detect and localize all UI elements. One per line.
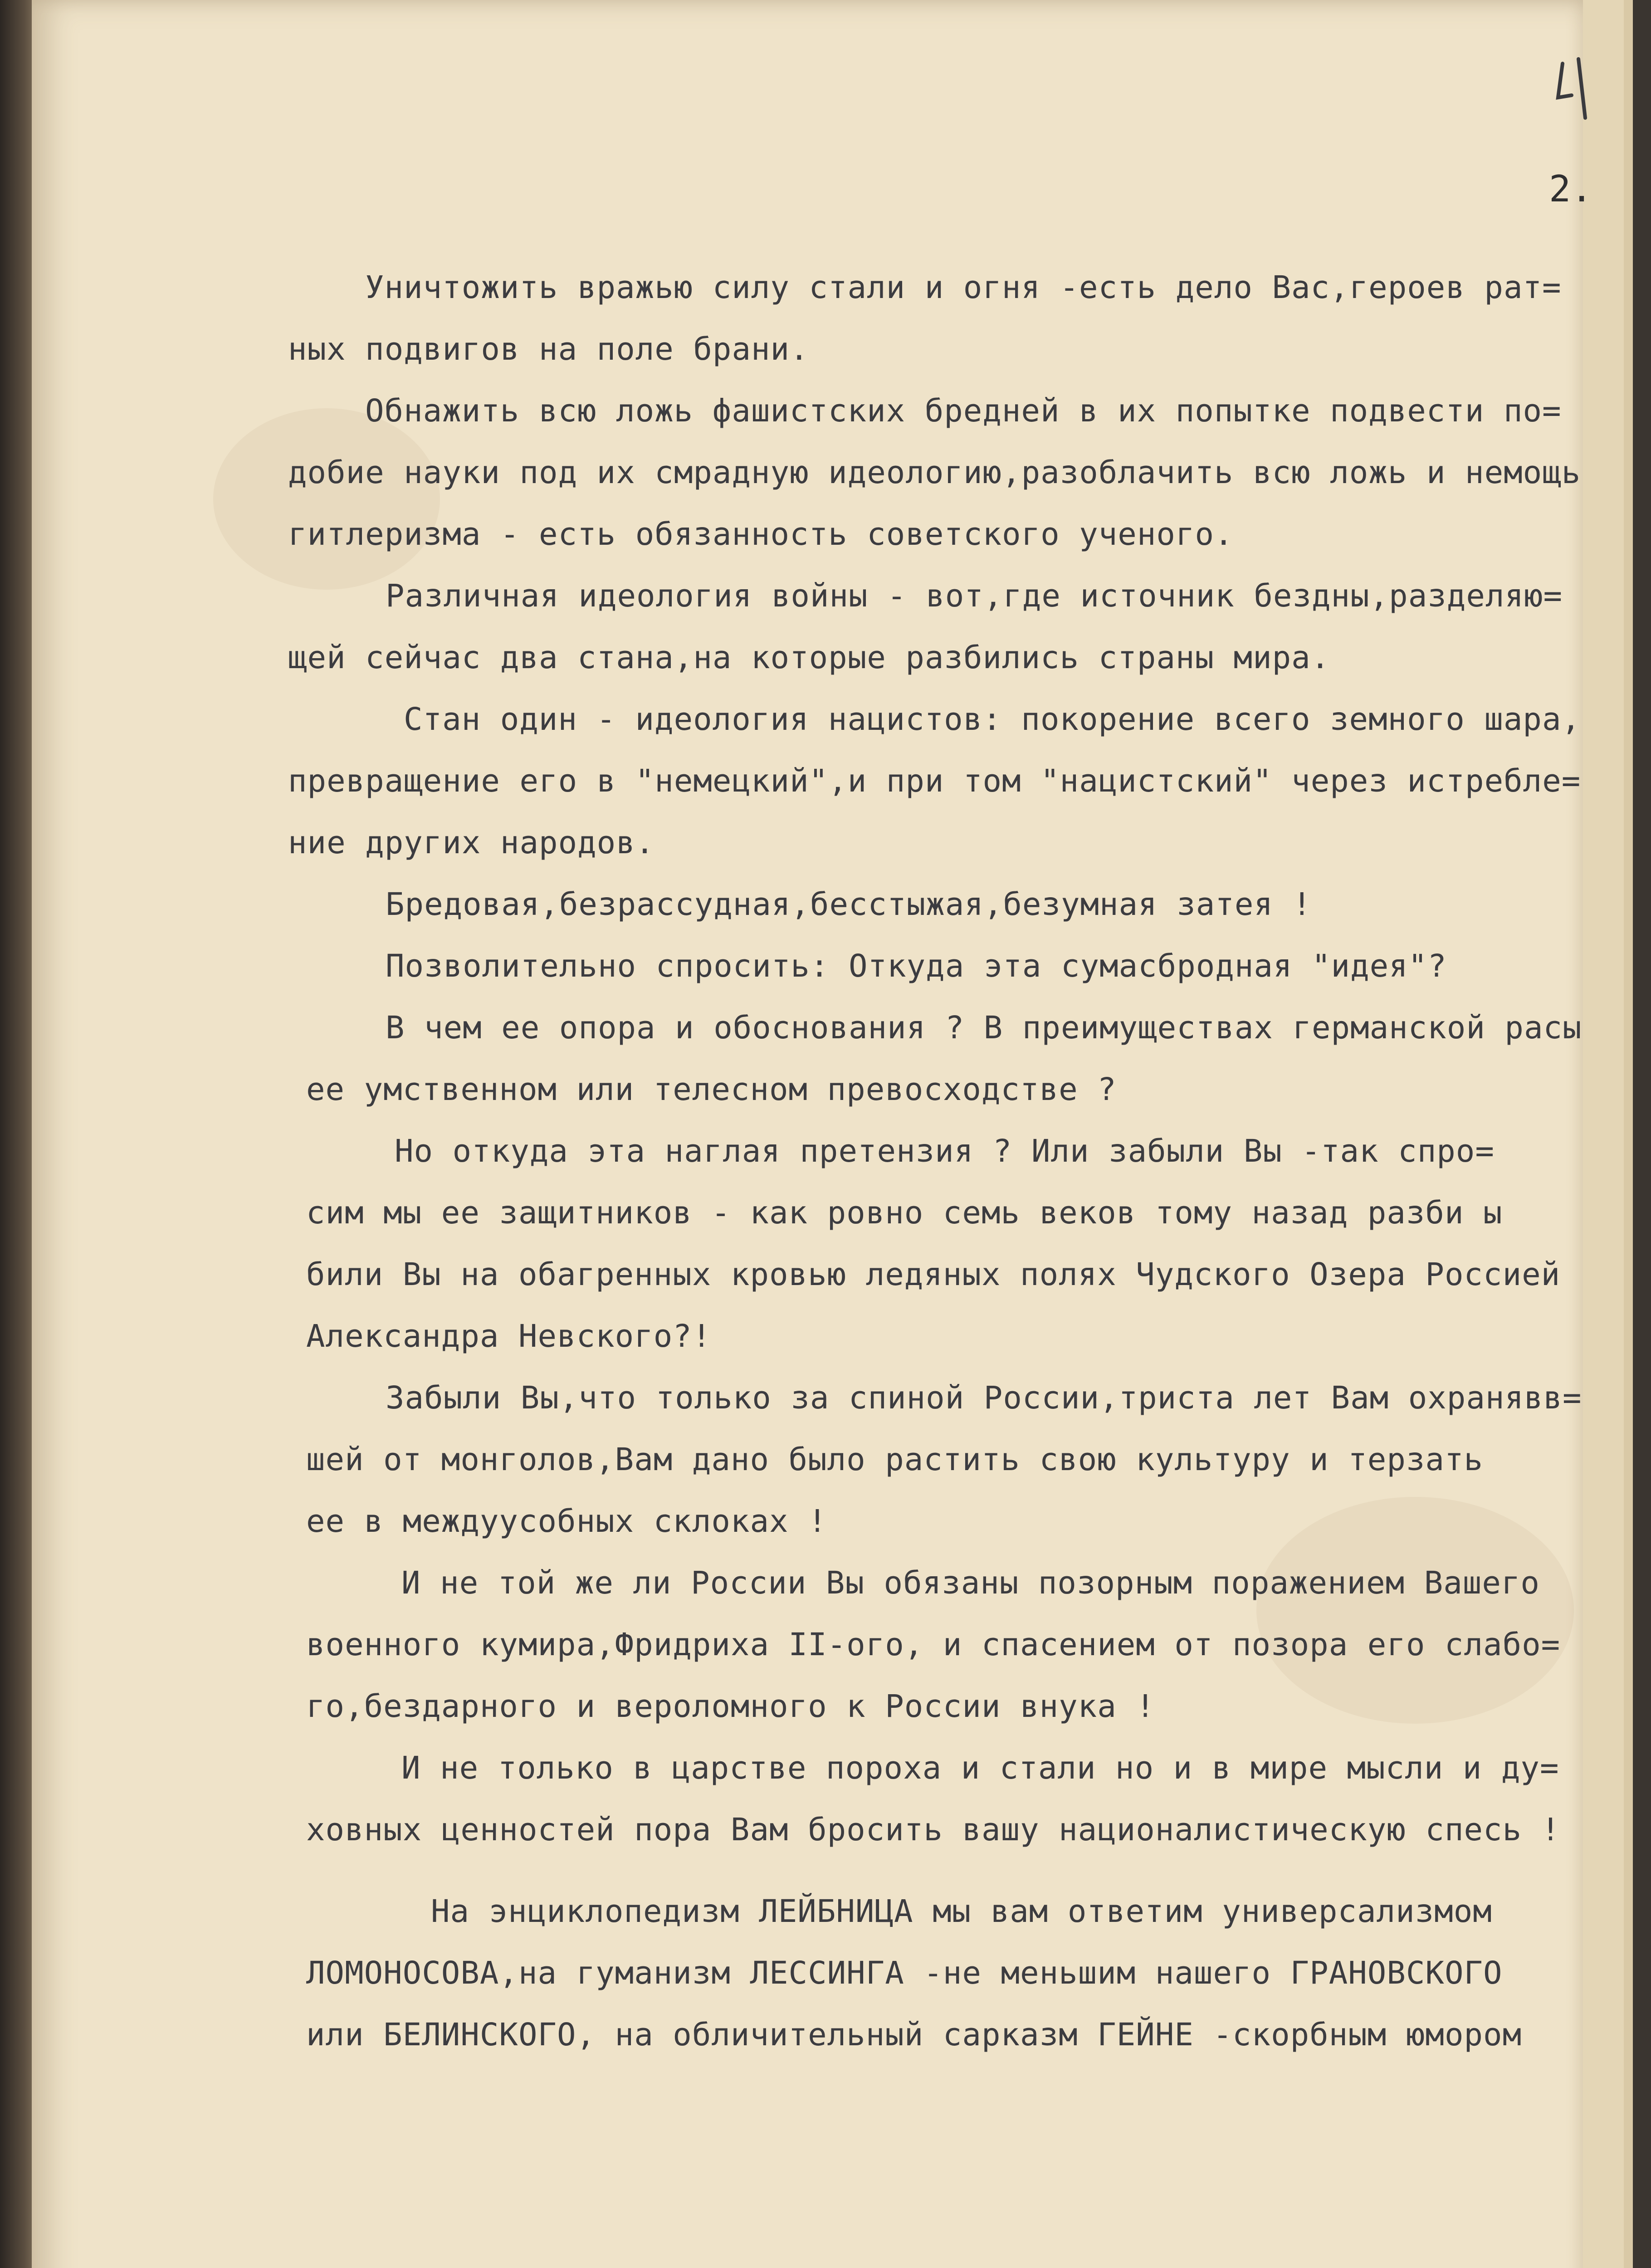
typewritten-page [32,0,1593,2268]
text-line: И не только в царстве пороха и стали но и в мире мысли и ду= [401,1750,1559,1786]
text-line: шей от монголов,Вам дано было растить свою культуру и терзать [306,1442,1484,1478]
text-line: Позволительно спросить: Откуда эта сумасбродная "идея"? [386,948,1447,984]
text-line: добие науки под их смрадную идеологию,разоблачить всю ложь и немощь [288,455,1581,491]
text-line: щей сейчас два стана,на которые разбились страны мира. [288,640,1330,676]
text-line: Александра Невского?! [306,1318,712,1354]
text-line: ее умственном или телесном превосходстве ? [306,1071,1117,1108]
text-line: Но откуда эта наглая претензия ? Или забыли Вы -так спро= [395,1133,1495,1169]
text-line: ных подвигов на поле брани. [288,331,809,367]
text-line: Забыли Вы,что только за спиной России,триста лет Вам охранявв= [386,1380,1582,1416]
text-line: ее в междуусобных склоках ! [306,1503,827,1540]
text-line: сим мы ее защитников - как ровно семь веков тому назад разби ы [306,1195,1503,1231]
paper-stain [213,408,440,590]
text-line: Различная идеология войны - вот,где источник бездны,разделяю= [386,578,1563,614]
text-line: или БЕЛИНСКОГО, на обличительный сарказм ГЕЙНЕ -скорбным юмором [306,2017,1522,2053]
text-line: гитлеризма - есть обязанность советского ученого. [288,516,1234,552]
text-line: Бредовая,безрассудная,бесстыжая,безумная затея ! [386,886,1312,923]
text-line: Уничтожить вражью силу стали и огня -есть дело Вас,героев рат= [365,269,1562,306]
text-line: военного кумира,Фридриха II-ого, и спасением от позора его слабо= [306,1627,1561,1663]
text-line: На энциклопедизм ЛЕЙБНИЦА мы вам ответим универсализмом [431,1893,1492,1930]
text-line: ние других народов. [288,825,655,861]
paper-stain [1256,1497,1574,1724]
text-line: ховных ценностей пора Вам бросить вашу националистическую спесь ! [306,1812,1561,1848]
text-line: го,бездарного и вероломного к России внука ! [306,1688,1155,1725]
text-line: били Вы на обагренных кровью ледяных полях Чудского Озера Россией [306,1256,1561,1293]
text-line: В чем ее опора и обоснования ? В преимуществах германской расы [386,1010,1582,1046]
text-line: Обнажить всю ложь фашистских бредней в их попытке подвести по= [365,393,1562,429]
text-line: И не той же ли России Вы обязаны позорным поражением Вашего [401,1565,1540,1601]
page-number: 2. [1549,168,1593,210]
handwritten-folio-mark [1553,54,1603,122]
text-line: ЛОМОНОСОВА,на гуманизм ЛЕССИНГА -не меньшим нашего ГРАНОВСКОГО [306,1955,1503,1991]
text-line: Стан один - идеология нацистов: покорение всего земного шара, [404,701,1581,738]
text-line: превращение его в "немецкий",и при том "нацистский" через истребле= [288,763,1581,799]
